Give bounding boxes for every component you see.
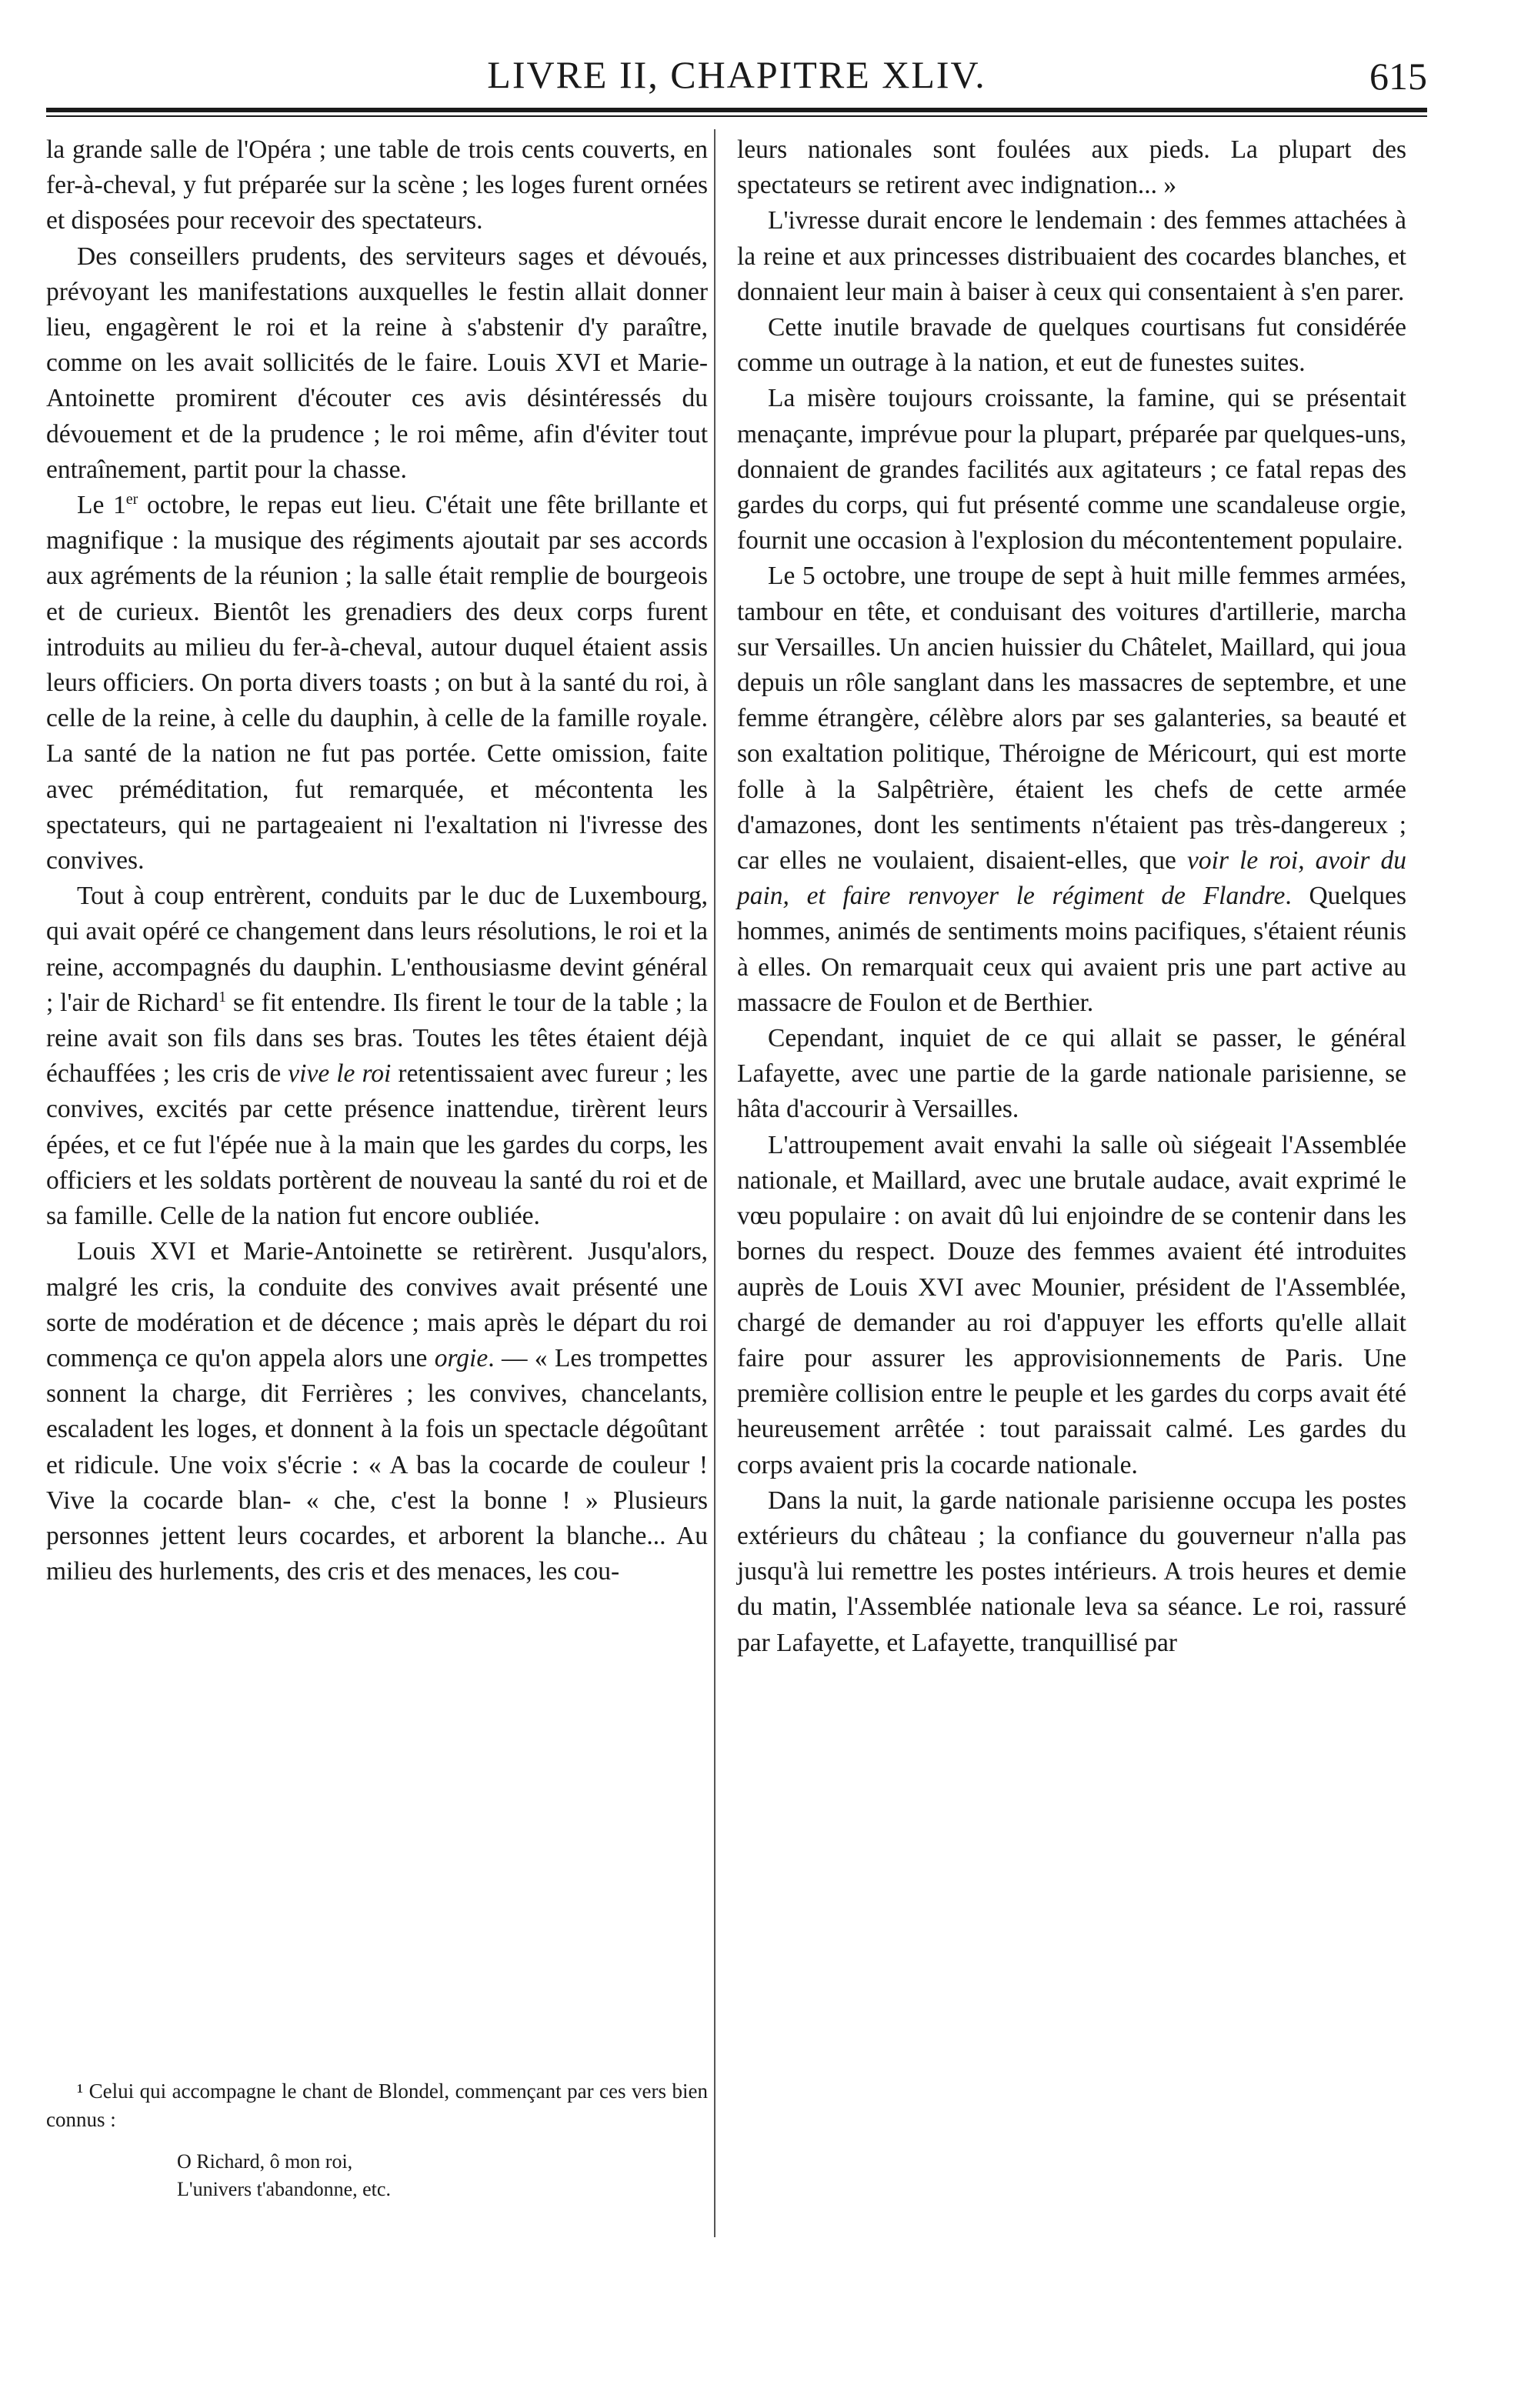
footnote-text: ¹ Celui qui accompagne le chant de Blondel, commençant par ces vers bien connus : xyxy=(46,2079,708,2131)
paragraph: leurs nationales sont foulées aux pieds. La plupart des spectateurs se retirent avec indignation... » xyxy=(737,135,1406,200)
paragraph xyxy=(737,559,1406,1021)
running-title: LIVRE II, CHAPITRE XLIV. xyxy=(487,53,986,96)
paragraph: Cependant, inquiet de ce qui allait se passer, le général Lafayette, avec une partie de la garde nationale parisienne, se hâta d'accourir à Versailles. xyxy=(737,1024,1406,1124)
text-run: . Quelques hommes, animés de sentiments moins pacifiques, s'étaient réunis à elles. On remarquait ceux qui avaient pris une part active au massacre de Foulon et de Berthier. xyxy=(737,882,1406,1017)
paragraph: L'attroupement avait envahi la salle où siégeait l'Assemblée nationale, et Maillard, avec une brutale audace, avait exprimé le vœu populaire : on avait dû lui enjoindre de se contenir dans les bornes du respect. Douze des femmes avaient été introduites auprès de Louis XVI avec Mounier, président de l'Assemblée, chargé de demander au roi d'appuyer les efforts qu'elle allait faire pour assurer les approvisionnements de Paris. Une première collision entre le peuple et les gardes du corps avait été heureusement arrêtée : tout paraissait calmé. Les gardes du corps avaient pris la cocarde nationale. xyxy=(737,1130,1406,1479)
paragraph: Des conseillers prudents, des serviteurs sages et dévoués, prévoyant les manifestations auxquelles le festin allait donner lieu, engagèrent le roi et la reine à s'abstenir d'y paraître, comme on les avait sollicités de le faire. Louis XVI et Marie-Antoinette promirent d'écouter ces avis désintéressés du dévouement et de la prudence ; le roi même, afin d'éviter tout entraînement, partit pour la chasse. xyxy=(46,242,708,484)
footnote xyxy=(46,2077,708,2203)
paragraph: La misère toujours croissante, la famine, qui se présentait menaçante, imprévue pour la plupart, préparée par quelques-uns, donnaient de grandes facilités aux agitateurs ; ce fatal repas des gardes du corps, qui fut présenté comme une scandaleuse orgie, fournit une occasion à l'explosion du mécontentement populaire. xyxy=(737,384,1406,555)
verse-line: L'univers t'abandonne, etc. xyxy=(177,2178,391,2200)
text-run: Le 5 octobre, une troupe de sept à huit mille femmes armées, tambour en tête, et conduisant des voitures d'artillerie, marcha sur Versailles. Un ancien huissier du Châtelet, Maillard, qui joua depuis un rôle sanglant dans les massacres de septembre, et une femme étrangère, célèbre alors par ses galanteries, sa beauté et son exaltation politique, Théroigne de Méricourt, qui est morte folle à la Salpêtrière, étaient les chefs de cette armée d'amazones, dont les sentiments n'étaient pas très-dangereux ; car elles ne voulaient, disaient-elles, que xyxy=(737,562,1406,875)
page-header xyxy=(46,45,1427,106)
footnote-verse xyxy=(46,2148,708,2203)
text-run: . — « Les trompettes sonnent la charge, dit Ferrières ; les convives, chancelants, escaladent les loges, et donnent à la fois un spectacle dégoûtant et ridicule. Une voix s'écrie : « A bas la cocarde de couleur ! Vive la cocarde blan- « che, c'est la bonne ! » Plusieurs personnes jettent leurs cocardes, et arborent la blanche... Au milieu des hurlements, des cris et des menaces, les cou- xyxy=(46,1343,708,1586)
text-run: se fit entendre. Ils firent le tour de la table ; la reine avait son fils dans ses bras. Toutes les têtes étaient déjà échauffées ; les cris de xyxy=(46,988,709,1089)
paragraph xyxy=(46,879,708,1234)
verse-line: O Richard, ô mon roi, xyxy=(177,2150,353,2173)
text-run: Le 1 xyxy=(77,491,126,520)
right-column xyxy=(737,132,1406,1661)
text-run: Louis XVI et Marie-Antoinette se retirèrent. Jusqu'alors, malgré les cris, la conduite des convives avait présenté une sorte de modération et de décence ; mais après le départ du roi commença ce qu'on appela alors une xyxy=(46,1237,708,1372)
text-run: retentissaient avec fureur ; les convives, excités par cette présence inattendue, tirèrent leurs épées, et ce fut l'épée nue à la main que les gardes du corps, les officiers et les soldats portèrent de nouveau la santé du roi et de sa famille. Celle de la nation fut encore oubliée. xyxy=(46,1059,708,1231)
column-divider xyxy=(714,129,715,2237)
text-run: Tout à coup entrèrent, conduits par le duc de Luxembourg, qui avait opéré ce changement dans leurs résolutions, le roi et la reine, accompagnés du dauphin. L'enthousiasme devint général ; l'air de Richard xyxy=(46,882,708,1017)
page-number: 615 xyxy=(1369,55,1427,98)
paragraph: Cette inutile bravade de quelques courtisans fut considérée comme un outrage à la nation, et eut de funestes suites. xyxy=(737,313,1406,378)
italic-text: voir le roi, avoir du pain, et faire renvoyer le régiment de Flandre xyxy=(737,846,1406,911)
paragraph: Dans la nuit, la garde nationale parisienne occupa les postes extérieurs du château ; la confiance du gouverneur n'alla pas jusqu'à lui remettre les postes intérieurs. A trois heures et demie du matin, l'Assemblée nationale leva sa séance. Le roi, rassuré par Lafayette, et Lafayette, tranquillisé par xyxy=(737,1486,1406,1657)
header-rule-thin xyxy=(46,115,1427,117)
paragraph: L'ivresse durait encore le lendemain : des femmes attachées à la reine et aux princesses distribuaient des cocardes blanches, et donnaient leur main à baiser à ceux qui consentaient à s'en parer. xyxy=(737,206,1406,306)
left-column xyxy=(46,132,708,1589)
footnote-marker: 1 xyxy=(218,988,227,1006)
paragraph: la grande salle de l'Opéra ; une table de trois cents couverts, en fer-à-cheval, y fut préparée sur la scène ; les loges furent ornées et disposées pour recevoir des spectateurs. xyxy=(46,135,708,235)
paragraph xyxy=(46,488,708,879)
header-rule xyxy=(46,108,1427,112)
superscript: er xyxy=(125,490,138,508)
paragraph xyxy=(46,1234,708,1589)
text-run: octobre, le repas eut lieu. C'était une fête brillante et magnifique : la musique des régiments ajoutait par ses accords aux agréments de la réunion ; la salle était remplie de bourgeois et de curieux. Bientôt les grenadiers des deux corps furent introduits au milieu du fer-à-cheval, autour duquel étaient assis leurs officiers. On porta divers toasts ; on but à la santé du roi, à celle de la reine, à celle du dauphin, à celle de la famille royale. La santé de la nation ne fut pas portée. Cette omission, faite avec préméditation, fut remarquée, et mécontenta les spectateurs, qui ne partageaient ni l'exaltation ni l'ivresse des convives. xyxy=(46,491,708,875)
italic-text: orgie xyxy=(434,1343,489,1372)
italic-text: vive le roi xyxy=(288,1059,392,1089)
